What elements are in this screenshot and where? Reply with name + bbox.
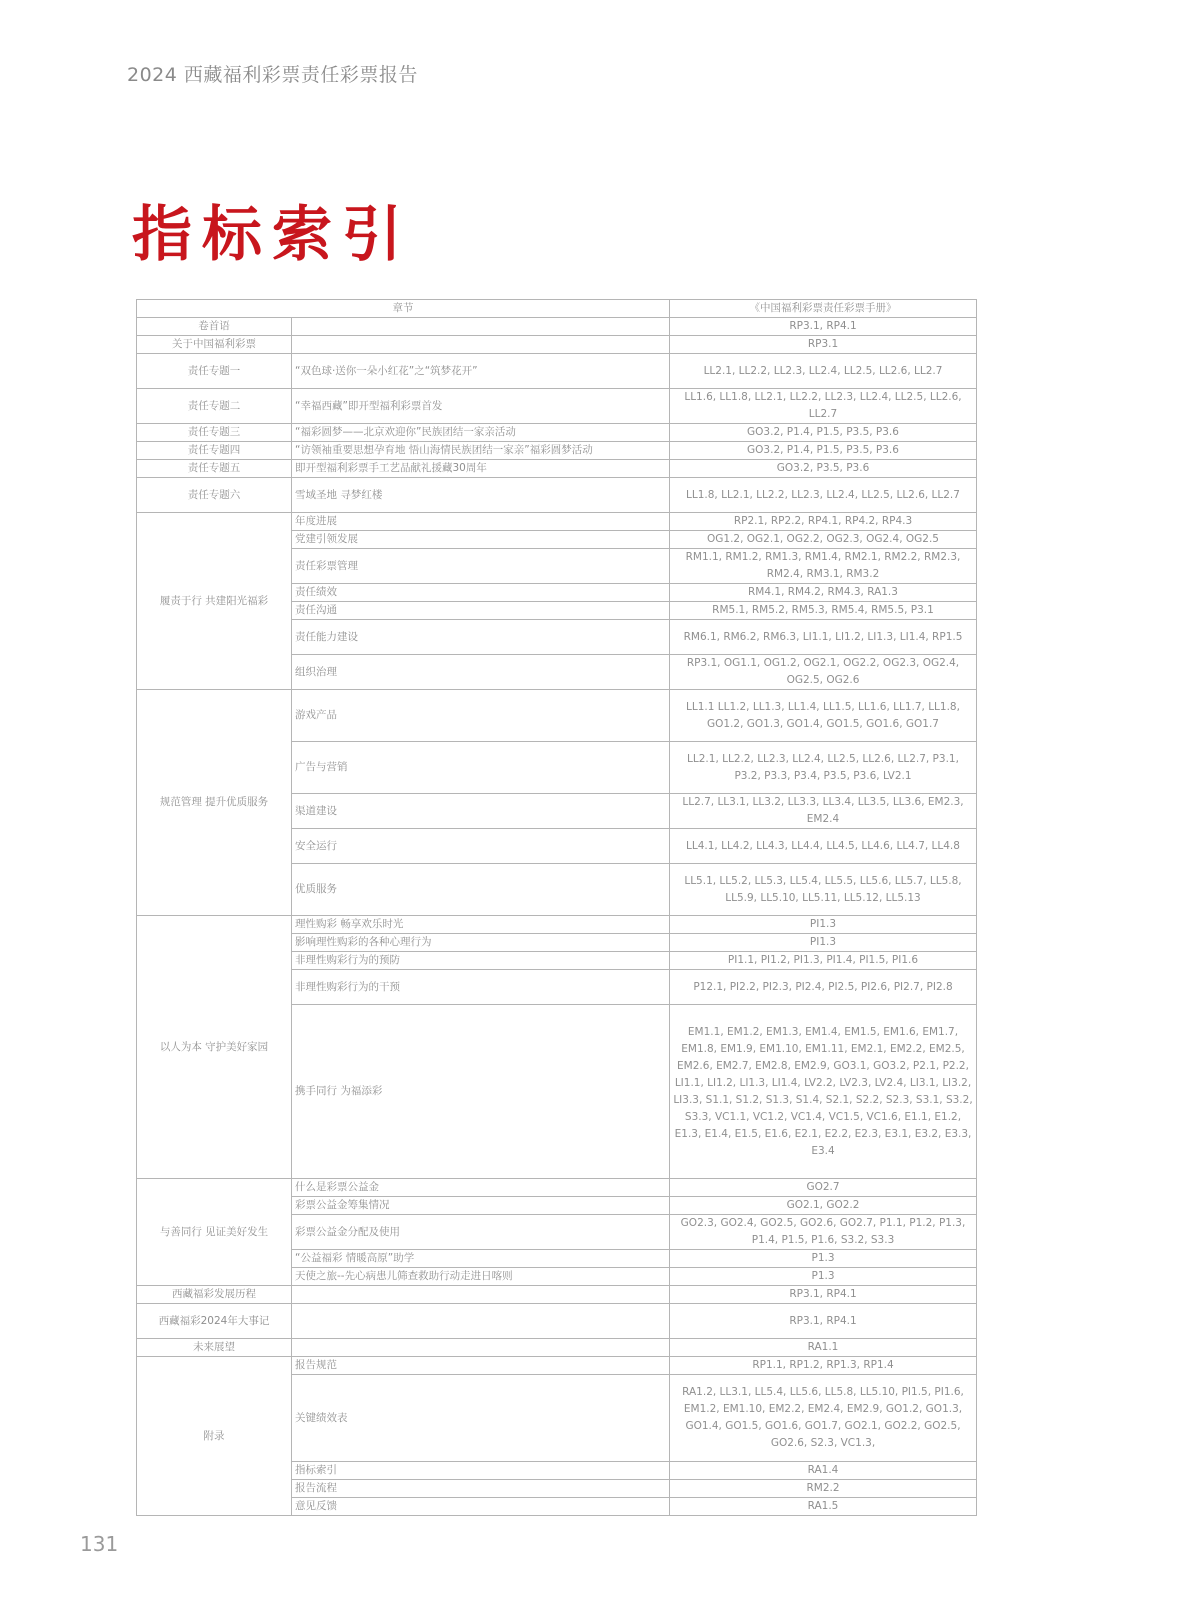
section-cell: 广告与营销 xyxy=(292,742,670,794)
table-row xyxy=(137,1304,977,1339)
chapter-cell: 卷首语 xyxy=(137,318,292,336)
indicator-cell: RP3.1, OG1.1, OG1.2, OG2.1, OG2.2, OG2.3, OG2.4, OG2.5, OG2.6 xyxy=(670,655,977,690)
indicator-cell: RP2.1, RP2.2, RP4.1, RP4.2, RP4.3 xyxy=(670,513,977,531)
section-cell: “双色球·送你一朵小红花”之“筑梦花开” xyxy=(292,354,670,389)
chapter-cell: 责任专题五 xyxy=(137,460,292,478)
indicator-cell: RA1.1 xyxy=(670,1339,977,1357)
section-cell: 渠道建设 xyxy=(292,794,670,829)
indicator-cell: RM1.1, RM1.2, RM1.3, RM1.4, RM2.1, RM2.2, RM2.3, RM2.4, RM3.1, RM3.2 xyxy=(670,549,977,584)
section-cell xyxy=(292,1339,670,1357)
chapter-cell: 责任专题一 xyxy=(137,354,292,389)
section-cell: 安全运行 xyxy=(292,829,670,864)
indicator-cell: RM5.1, RM5.2, RM5.3, RM5.4, RM5.5, P3.1 xyxy=(670,602,977,620)
table-row xyxy=(137,478,977,513)
section-cell: 报告流程 xyxy=(292,1480,670,1498)
indicator-cell: LL1.8, LL2.1, LL2.2, LL2.3, LL2.4, LL2.5, LL2.6, LL2.7 xyxy=(670,478,977,513)
section-cell: 优质服务 xyxy=(292,864,670,916)
chapter-cell: 责任专题三 xyxy=(137,424,292,442)
chapter-cell: 以人为本 守护美好家园 xyxy=(137,916,292,1179)
section-cell xyxy=(292,336,670,354)
section-cell xyxy=(292,318,670,336)
page-number: 131 xyxy=(80,1532,119,1556)
chapter-cell: 与善同行 见证美好发生 xyxy=(137,1179,292,1286)
table-row xyxy=(137,389,977,424)
indicator-cell: P12.1, PI2.2, PI2.3, PI2.4, PI2.5, PI2.6, PI2.7, PI2.8 xyxy=(670,970,977,1005)
indicator-cell: RM6.1, RM6.2, RM6.3, LI1.1, LI1.2, LI1.3, LI1.4, RP1.5 xyxy=(670,620,977,655)
section-cell: 意见反馈 xyxy=(292,1498,670,1516)
section-cell: 报告规范 xyxy=(292,1357,670,1375)
table-row xyxy=(137,690,977,742)
section-cell: 天使之旅--先心病患儿筛查救助行动走进日喀则 xyxy=(292,1268,670,1286)
section-cell: 党建引领发展 xyxy=(292,531,670,549)
table-row xyxy=(137,354,977,389)
section-cell: “福彩圆梦——北京欢迎你”民族团结一家亲活动 xyxy=(292,424,670,442)
chapter-cell: 未来展望 xyxy=(137,1339,292,1357)
table-row xyxy=(137,318,977,336)
section-cell: 非理性购彩行为的干预 xyxy=(292,970,670,1005)
indicator-cell: RP1.1, RP1.2, RP1.3, RP1.4 xyxy=(670,1357,977,1375)
table-row xyxy=(137,460,977,478)
table-row xyxy=(137,1339,977,1357)
indicator-cell: LL1.1 LL1.2, LL1.3, LL1.4, LL1.5, LL1.6, LL1.7, LL1.8, GO1.2, GO1.3, GO1.4, GO1.5, GO1.6, GO1.7 xyxy=(670,690,977,742)
indicator-cell: RA1.4 xyxy=(670,1462,977,1480)
indicator-cell: RP3.1, RP4.1 xyxy=(670,1286,977,1304)
section-cell xyxy=(292,1286,670,1304)
table-row xyxy=(137,1286,977,1304)
section-cell: 游戏产品 xyxy=(292,690,670,742)
page-title: 指标索引 xyxy=(132,200,412,270)
table-row xyxy=(137,1179,977,1197)
indicator-cell: EM1.1, EM1.2, EM1.3, EM1.4, EM1.5, EM1.6, EM1.7, EM1.8, EM1.9, EM1.10, EM1.11, EM2.1, EM2.2, EM2.5, EM2.6, EM2.7, EM2.8, EM2.9, GO3.1, GO3.2, P2.1, P2.2, LI1.1, LI1.2, LI1.3, LI1.4, LV2.2, LV2.3, LV2.4, LI3.1, LI3.2, LI3.3, S1.1, S1.2, S1.3, S1.4, S2.1, S2.2, S2.3, S3.1, S3.2, S3.3, VC1.1, VC1.2, VC1.4, VC1.5, VC1.6, E1.1, E1.2, E1.3, E1.4, E1.5, E1.6, E2.1, E2.2, E2.3, E3.1, E3.2, E3.3, E3.4 xyxy=(670,1005,977,1179)
section-cell: 责任能力建设 xyxy=(292,620,670,655)
section-cell: “访领袖重要思想孕育地 悟山海情民族团结一家亲”福彩圆梦活动 xyxy=(292,442,670,460)
indicator-cell: LL4.1, LL4.2, LL4.3, LL4.4, LL4.5, LL4.6, LL4.7, LL4.8 xyxy=(670,829,977,864)
section-cell: 年度进展 xyxy=(292,513,670,531)
indicator-cell: RA1.2, LL3.1, LL5.4, LL5.6, LL5.8, LL5.10, PI1.5, PI1.6, EM1.2, EM1.10, EM2.2, EM2.4, EM2.9, GO1.2, GO1.3, GO1.4, GO1.5, GO1.6, GO1.7, GO2.1, GO2.2, GO2.5, GO2.6, S2.3, VC1.3, xyxy=(670,1375,977,1462)
indicator-cell: GO3.2, P1.4, P1.5, P3.5, P3.6 xyxy=(670,442,977,460)
indicator-cell: RA1.5 xyxy=(670,1498,977,1516)
indicator-cell: RP3.1 xyxy=(670,336,977,354)
section-cell: 彩票公益金筹集情况 xyxy=(292,1197,670,1215)
chapter-cell: 责任专题六 xyxy=(137,478,292,513)
indicator-cell: GO2.1, GO2.2 xyxy=(670,1197,977,1215)
section-cell: 理性购彩 畅享欢乐时光 xyxy=(292,916,670,934)
chapter-cell: 西藏福彩2024年大事记 xyxy=(137,1304,292,1339)
column-header-handbook: 《中国福利彩票责任彩票手册》 xyxy=(670,300,977,318)
table-header-row xyxy=(137,300,977,318)
section-cell: 关键绩效表 xyxy=(292,1375,670,1462)
indicator-cell: GO3.2, P3.5, P3.6 xyxy=(670,460,977,478)
indicator-cell: OG1.2, OG2.1, OG2.2, OG2.3, OG2.4, OG2.5 xyxy=(670,531,977,549)
section-cell: 指标索引 xyxy=(292,1462,670,1480)
table-row xyxy=(137,513,977,531)
indicator-cell: P1.3 xyxy=(670,1250,977,1268)
indicator-cell: PI1.1, PI1.2, PI1.3, PI1.4, PI1.5, PI1.6 xyxy=(670,952,977,970)
table-row xyxy=(137,424,977,442)
indicator-cell: RM2.2 xyxy=(670,1480,977,1498)
chapter-cell: 责任专题二 xyxy=(137,389,292,424)
chapter-cell: 关于中国福利彩票 xyxy=(137,336,292,354)
chapter-cell: 附录 xyxy=(137,1357,292,1516)
section-cell: 责任绩效 xyxy=(292,584,670,602)
table-row xyxy=(137,442,977,460)
column-header-chapter: 章节 xyxy=(137,300,670,318)
indicator-cell: LL2.7, LL3.1, LL3.2, LL3.3, LL3.4, LL3.5, LL3.6, EM2.3, EM2.4 xyxy=(670,794,977,829)
indicator-cell: GO2.3, GO2.4, GO2.5, GO2.6, GO2.7, P1.1, P1.2, P1.3, P1.4, P1.5, P1.6, S3.2, S3.3 xyxy=(670,1215,977,1250)
section-cell: 责任沟通 xyxy=(292,602,670,620)
chapter-cell: 责任专题四 xyxy=(137,442,292,460)
section-cell: 组织治理 xyxy=(292,655,670,690)
indicator-cell: PI1.3 xyxy=(670,934,977,952)
indicator-cell: PI1.3 xyxy=(670,916,977,934)
section-cell: 非理性购彩行为的预防 xyxy=(292,952,670,970)
chapter-cell: 西藏福彩发展历程 xyxy=(137,1286,292,1304)
chapter-cell: 履责于行 共建阳光福彩 xyxy=(137,513,292,690)
indicator-index-table xyxy=(136,299,977,1516)
table-row xyxy=(137,916,977,934)
section-cell: 携手同行 为福添彩 xyxy=(292,1005,670,1179)
indicator-cell: RP3.1, RP4.1 xyxy=(670,1304,977,1339)
section-cell: 影响理性购彩的各种心理行为 xyxy=(292,934,670,952)
table-row xyxy=(137,1357,977,1375)
table-row xyxy=(137,336,977,354)
section-cell: “公益福彩 情暖高原”助学 xyxy=(292,1250,670,1268)
indicator-cell: P1.3 xyxy=(670,1268,977,1286)
chapter-cell: 规范管理 提升优质服务 xyxy=(137,690,292,916)
indicator-cell: LL2.1, LL2.2, LL2.3, LL2.4, LL2.5, LL2.6, LL2.7, P3.1, P3.2, P3.3, P3.4, P3.5, P3.6, LV2.1 xyxy=(670,742,977,794)
section-cell: 责任彩票管理 xyxy=(292,549,670,584)
section-cell: 雪域圣地 寻梦红楼 xyxy=(292,478,670,513)
indicator-cell: LL1.6, LL1.8, LL2.1, LL2.2, LL2.3, LL2.4, LL2.5, LL2.6, LL2.7 xyxy=(670,389,977,424)
indicator-cell: LL2.1, LL2.2, LL2.3, LL2.4, LL2.5, LL2.6, LL2.7 xyxy=(670,354,977,389)
section-cell: 即开型福利彩票手工艺品献礼援藏30周年 xyxy=(292,460,670,478)
section-cell: 什么是彩票公益金 xyxy=(292,1179,670,1197)
section-cell: “幸福西藏”即开型福利彩票首发 xyxy=(292,389,670,424)
section-cell xyxy=(292,1304,670,1339)
indicator-cell: LL5.1, LL5.2, LL5.3, LL5.4, LL5.5, LL5.6, LL5.7, LL5.8, LL5.9, LL5.10, LL5.11, LL5.12, LL5.13 xyxy=(670,864,977,916)
running-header: 2024 西藏福利彩票责任彩票报告 xyxy=(127,64,418,86)
section-cell: 彩票公益金分配及使用 xyxy=(292,1215,670,1250)
indicator-cell: RM4.1, RM4.2, RM4.3, RA1.3 xyxy=(670,584,977,602)
indicator-cell: GO3.2, P1.4, P1.5, P3.5, P3.6 xyxy=(670,424,977,442)
indicator-cell: RP3.1, RP4.1 xyxy=(670,318,977,336)
indicator-cell: GO2.7 xyxy=(670,1179,977,1197)
